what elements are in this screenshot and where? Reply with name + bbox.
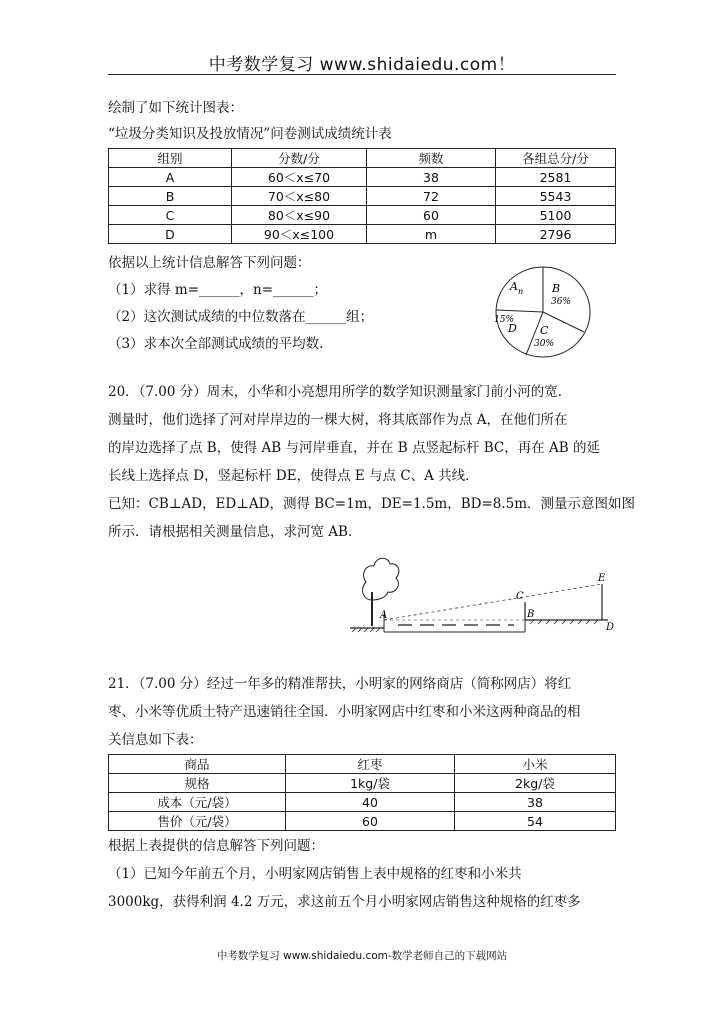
table-cell: 38: [455, 793, 616, 812]
table-cell: 售价（元/袋）: [109, 812, 286, 831]
table-header-cell: 频数: [367, 149, 496, 168]
table-cell: A: [109, 168, 232, 187]
sight-line: [384, 584, 602, 620]
table-cell: 40: [286, 793, 455, 812]
table-row: [109, 774, 616, 793]
q21-after-line: （1）已知今年前五个月，小明家网店销售上表中规格的红枣和小米共: [108, 866, 522, 882]
table-cell: 2796: [496, 225, 616, 244]
table-row: [109, 225, 616, 244]
river-diagram: [344, 548, 620, 644]
table-cell: 38: [367, 168, 496, 187]
q21-line: 枣、小米等优质土特产迅速销往全国．小明家网店中红枣和小米这两种商品的相: [108, 704, 581, 720]
table-cell: 5100: [496, 206, 616, 225]
pie-label-c: C: [540, 324, 549, 337]
table-header-cell: 分数/分: [232, 149, 367, 168]
q19-item-1: （1）求得 m=______，n=______；: [108, 282, 327, 298]
pie-label-a: A: [510, 280, 518, 293]
table-cell: 60＜x≤70: [232, 168, 367, 187]
table-cell: 60: [286, 812, 455, 831]
q20-line: 长线上选择点 D，竖起标杆 DE，使得点 E 与点 C、A 共线．: [108, 468, 479, 484]
table-cell: 80＜x≤90: [232, 206, 367, 225]
q21-line: 关信息如下表：: [108, 732, 203, 748]
q20-line: 20．（7.00 分）周末，小华和小亮想用所学的数学知识测量家门前小河的宽．: [108, 384, 572, 400]
table-cell: m: [367, 225, 496, 244]
tree-icon: [363, 558, 399, 600]
intro-text: 绘制了如下统计图表：: [108, 100, 243, 116]
page-header: 中考数学复习 www.shidaiedu.com！: [208, 55, 516, 75]
header-rule: [108, 74, 616, 75]
page-footer: 中考数学复习 www.shidaiedu.com-数学老师自己的下载网站: [216, 950, 508, 962]
table-cell: 成本（元/袋）: [109, 793, 286, 812]
table-cell: 1kg/袋: [286, 774, 455, 793]
q19-item-3: （3）求本次全部测试成绩的平均数.: [108, 336, 324, 352]
q20-line: 所示．请根据相关测量信息，求河宽 AB．: [108, 524, 362, 540]
table-header-cell: 组别: [109, 149, 232, 168]
point-e-label: E: [598, 573, 606, 584]
pie-chart: [488, 262, 598, 362]
q21-after-line: 3000kg，获得利润 4.2 万元，求这前五个月小明家网店销售这种规格的红枣多: [108, 894, 581, 910]
table-header-cell: 红枣: [286, 755, 455, 774]
q20-line: 测量时，他们选择了河对岸岸边的一棵大树，将其底部作为点 A，在他们所在: [108, 412, 568, 428]
table-header-cell: 小米: [455, 755, 616, 774]
q21-line: 21．（7.00 分）经过一年多的精准帮扶，小明家的网络商店（简称网店）将红: [108, 676, 572, 692]
product-table: [108, 754, 616, 831]
q19-lead: 依据以上统计信息解答下列问题：: [108, 255, 311, 271]
pie-label-d-pct: 15%: [494, 315, 515, 325]
table-cell: 5543: [496, 187, 616, 206]
point-a-label: A: [380, 610, 388, 621]
table-cell: C: [109, 206, 232, 225]
table-cell: 2581: [496, 168, 616, 187]
point-c-label: C: [516, 591, 524, 602]
table-cell: 54: [455, 812, 616, 831]
pie-label-a-sub: n: [518, 287, 524, 296]
table-row: [109, 187, 616, 206]
table-cell: D: [109, 225, 232, 244]
point-b-label: B: [527, 609, 535, 620]
pie-label-c-pct: 30%: [534, 339, 555, 349]
table-cell: 规格: [109, 774, 286, 793]
table-row: [109, 812, 616, 831]
table-cell: 2kg/袋: [455, 774, 616, 793]
table-cell: B: [109, 187, 232, 206]
table1-caption: “垃圾分类知识及投放情况”问卷测试成绩统计表: [108, 126, 392, 142]
table-row: [109, 168, 616, 187]
table-header-cell: 商品: [109, 755, 286, 774]
table-header-cell: 各组总分/分: [496, 149, 616, 168]
pie-divider: [543, 312, 584, 332]
pie-label-d: D: [508, 322, 517, 335]
pie-label-b-pct: 36%: [551, 297, 572, 307]
q21-after-line: 根据上表提供的信息解答下列问题：: [108, 838, 324, 854]
table-row: [109, 793, 616, 812]
pie-divider: [496, 310, 543, 312]
table-cell: 70＜x≤80: [232, 187, 367, 206]
pie-label-b: B: [552, 282, 561, 295]
table-row: [109, 206, 616, 225]
score-table: [108, 148, 616, 244]
q20-line: 已知：CB⊥AD，ED⊥AD，测得 BC=1m，DE=1.5m，BD=8.5m．测量示意图如图: [108, 496, 636, 512]
table-header-row: [109, 755, 616, 774]
table-cell: 60: [367, 206, 496, 225]
q20-line: 的岸边选择了点 B，使得 AB 与河岸垂直，并在 B 点竖起标杆 BC，再在 AB 的延: [108, 440, 601, 456]
table-cell: 72: [367, 187, 496, 206]
point-d-label: D: [606, 622, 615, 633]
table-cell: 90＜x≤100: [232, 225, 367, 244]
q19-item-2: （2）这次测试成绩的中位数落在______组；: [108, 309, 374, 325]
table-header-row: [109, 149, 616, 168]
